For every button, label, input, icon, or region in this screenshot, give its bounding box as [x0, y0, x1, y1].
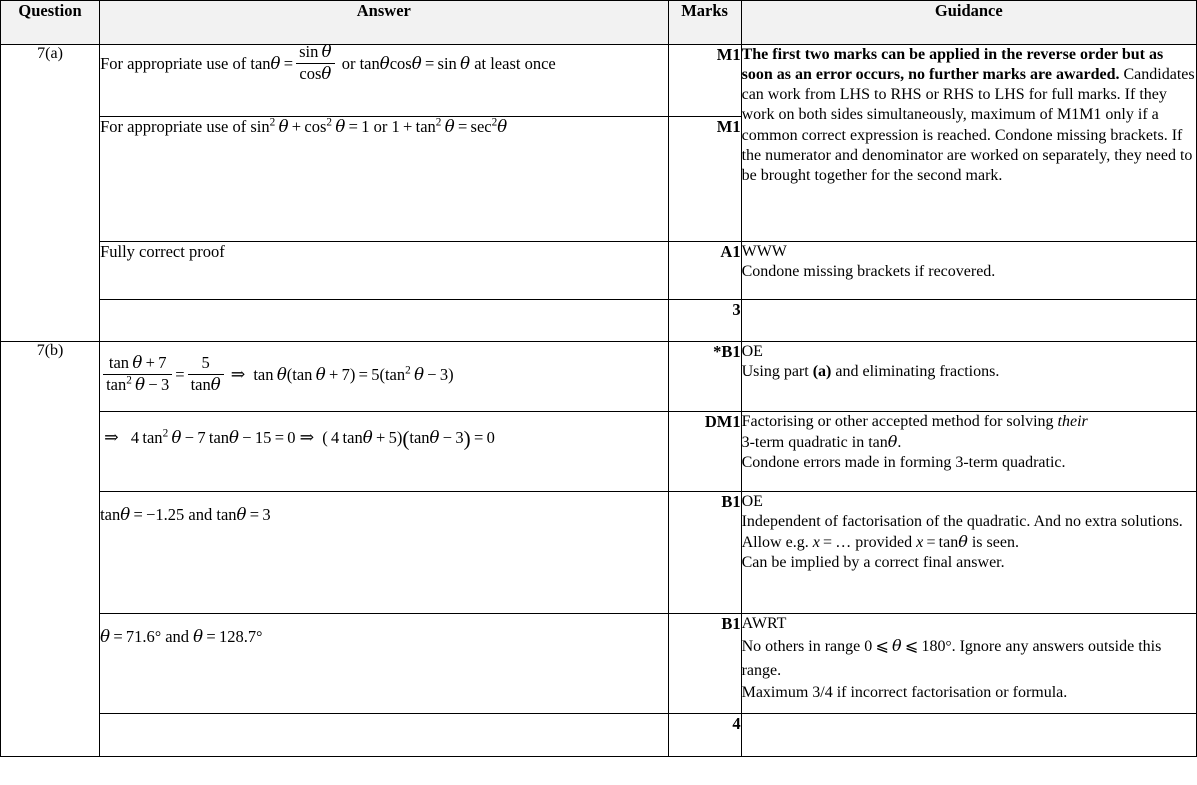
guidance-line: No others in range 0 ⩽ θ ⩽ 180°. Ignore any answers outside this range. [741, 636, 1162, 680]
table-row [1, 242, 1197, 300]
column-header-question: Question [1, 1, 100, 45]
guidance-cell-empty [741, 300, 1196, 342]
guidance-line: 3-term quadratic in tanθ. [741, 432, 902, 452]
table-row-total [1, 714, 1197, 757]
table-row [1, 412, 1197, 492]
marks-cell: *B1 [668, 342, 741, 412]
guidance-part-ref: (a) [812, 363, 832, 381]
table-row [1, 342, 1197, 412]
guidance-line: Condone errors made in forming 3-term quadratic. [741, 454, 1066, 472]
answer-cell-7b-dm1 [100, 412, 668, 492]
answer-text: For appropriate use of tanθ = $\frac{\text{sin θ}}{\cos\theta}$ or tanθcosθ = sin θ at least once [100, 42, 556, 83]
answer-cell-empty [100, 714, 668, 757]
marks-cell: DM1 [668, 412, 741, 492]
marks-cell: A1 [668, 242, 741, 300]
marks-cell: M1 [668, 117, 741, 242]
answer-text: ⇒ 4 $\tan^2 \theta - 7$ tanθ − 15 = 0 ⇒ ( 4 tanθ + 5)(tanθ − 3) = 0 [104, 427, 495, 451]
marks-total-7a: 3 [668, 300, 741, 342]
answer-cell-7a-m1-second [100, 117, 668, 242]
guidance-line: Factorising or other accepted method for solving their [741, 413, 1088, 430]
guidance-line: AWRT [741, 615, 787, 632]
guidance-cell-empty [741, 714, 1196, 757]
table-header-row [1, 1, 1197, 45]
guidance-rest: Candidates can work from LHS to RHS or RHS to LHS for full marks. If they work on both sides simultaneously, maximum of M1M1 only if a common correct expression is reached. Condone missing brackets. If the numerator and denominator are worked on separately, they need to be brought together for the second mark. [741, 66, 1195, 184]
table-row [1, 614, 1197, 714]
guidance-line: Using part (a) and eliminating fractions. [741, 363, 1000, 381]
question-label-7b: 7(b) [1, 342, 100, 757]
answer-cell-7b-b1-tan [100, 492, 668, 614]
guidance-line: OE [741, 493, 763, 510]
guidance-cell-7b-b1 [741, 342, 1196, 412]
guidance-line: Maximum 3/4 if incorrect factorisation or formula. [741, 684, 1068, 702]
guidance-line: OE [741, 343, 763, 360]
guidance-cell-7a-method [741, 45, 1196, 242]
guidance-line: Allow e.g. x = … provided x = tanθ is seen. [741, 532, 1019, 552]
guidance-line: Independent of factorisation of the quadratic. And no extra solutions. [741, 513, 1183, 531]
guidance-line: Condone missing brackets if recovered. [741, 263, 996, 281]
marks-total-7b: 4 [668, 714, 741, 757]
guidance-cell-7b-b1-angles [741, 614, 1196, 714]
answer-text: $\frac{\text{tan θ + 7}}{\tan^2 \theta - 3}$ = $\frac{5}{\tan\theta}$ ⇒ tan θ(tan $\theta + 7) = 5(\tan^2$ θ − 3) [100, 365, 454, 384]
guidance-cell-7a-a1 [741, 242, 1196, 300]
guidance-cell-7b-dm1 [741, 412, 1196, 492]
answer-cell-empty [100, 300, 668, 342]
column-header-answer: Answer [100, 1, 668, 45]
guidance-line: Can be implied by a correct final answer. [741, 554, 1005, 572]
column-header-marks: Marks [668, 1, 741, 45]
answer-text: tanθ = −1.25 and tanθ = 3 [100, 505, 271, 524]
guidance-emphasis: their [1057, 413, 1088, 430]
marks-cell: B1 [668, 492, 741, 614]
guidance-line: WWW [741, 243, 787, 260]
answer-cell-7b-b1-angles [100, 614, 668, 714]
marks-cell: M1 [668, 45, 741, 117]
answer-cell-7a-a1: Fully correct proof [100, 242, 668, 300]
question-label-7a: 7(a) [1, 45, 100, 342]
column-header-guidance: Guidance [741, 1, 1196, 45]
answer-text: θ = 71.6° and θ = 128.7° [100, 627, 263, 646]
answer-cell-7b-b1 [100, 342, 668, 412]
guidance-cell-7b-b1-tan [741, 492, 1196, 614]
marks-cell: B1 [668, 614, 741, 714]
table-row-total [1, 300, 1197, 342]
answer-cell-7a-m1-first [100, 42, 668, 117]
table-row [1, 492, 1197, 614]
table-row [1, 45, 1197, 117]
answer-text: For appropriate use of $\sin^2 \theta + \cos^2 \theta = 1$ or $1 + \tan^2 \theta = \sec^2\theta$ [100, 116, 508, 136]
guidance-bold-lead: The first two marks can be applied in the reverse order but as soon as an error occurs, no further marks are awarded. [741, 46, 1164, 84]
